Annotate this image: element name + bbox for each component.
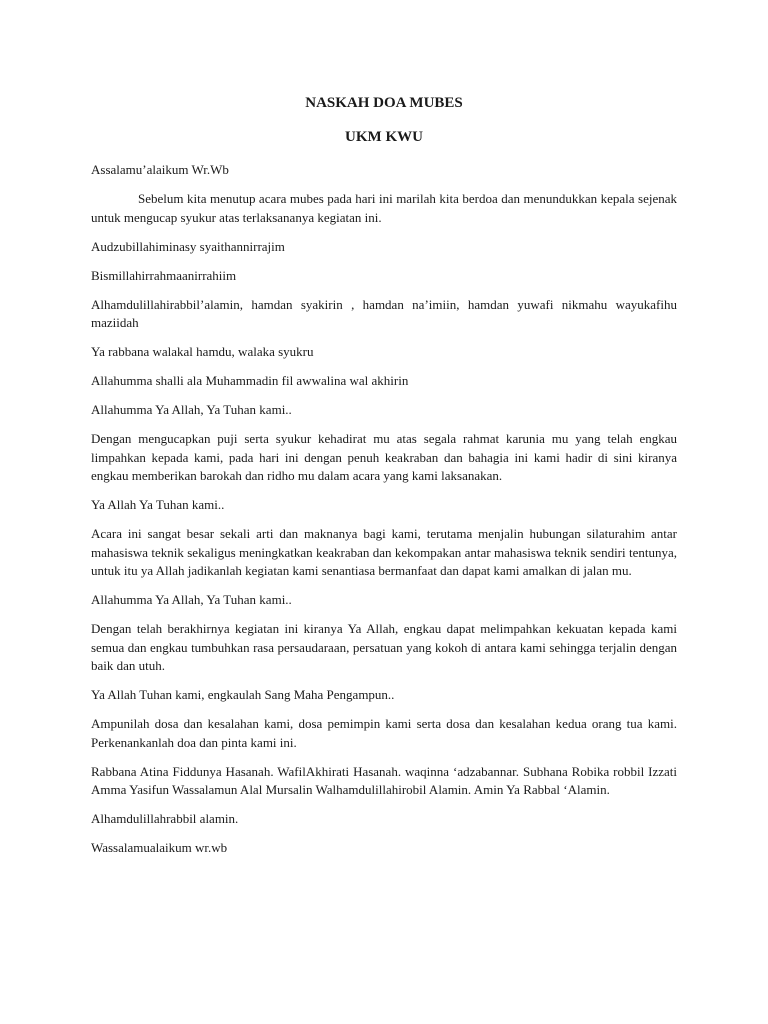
paragraph: Acara ini sangat besar sekali arti dan maknanya bagi kami, terutama menjalin hubungan silaturahim antar mahasiswa teknik sekaligus meningkatkan keakraban dan kekompakan antar mahasiswa teknik sendiri tentunya, untuk itu ya Allah jadikanlah kegiatan kami senantiasa bermanfaat dan dapat kami amalkan di jalan mu. [91, 526, 677, 578]
paragraph: Allahumma Ya Allah, Ya Tuhan kami.. [91, 402, 292, 417]
paragraph: Dengan mengucapkan puji serta syukur kehadirat mu atas segala rahmat karunia mu yang telah engkau limpahkan kepada kami, pada hari ini dengan penuh keakraban dan bahagia ini kami hadir di sini kiranya engkau memberikan barokah dan ridho mu dalam acara yang kami laksanakan. [91, 431, 677, 483]
paragraph: Allahumma Ya Allah, Ya Tuhan kami.. [91, 592, 292, 607]
paragraph: Audzubillahiminasy syaithannirrajim [91, 238, 285, 254]
document-body [91, 93, 677, 868]
document-title: NASKAH DOA MUBES [305, 95, 463, 111]
paragraph: Dengan telah berakhirnya kegiatan ini kiranya Ya Allah, engkau dapat melimpahkan kekuatan kepada kami semua dan engkau tumbuhkan rasa persaudaraan, persatuan yang kokoh di antara kami sehingga terjalin dengan baik dan utuh. [91, 621, 677, 673]
paragraph: Rabbana Atina Fiddunya Hasanah. WafilAkhirati Hasanah. waqinna ‘adzabannar. Subhana Robika robbil Izzati Amma Yasifun Wassalamun Alal Mursalin Walhamdulillahirobil Alamin. Amin Ya Rabbal ‘Alamin. [91, 763, 677, 797]
paragraph-closing: Wassalamualaikum wr.wb [91, 840, 228, 855]
paragraph: Allahumma shalli ala Muhammadin fil awwalina wal akhirin [91, 373, 409, 388]
paragraph: Alhamdulillahrabbil alamin. [91, 811, 239, 826]
paragraph-greeting: Assalamu’alaikum Wr.Wb [91, 162, 229, 177]
paragraph: Bismillahirrahmaanirrahiim [91, 267, 237, 283]
paragraph: Ya Allah Tuhan kami, engkaulah Sang Maha Pengampun.. [91, 687, 395, 702]
paragraph: Alhamdulillahirabbil’alamin, hamdan syakirin , hamdan na’imiin, hamdan yuwafi nikmahu wayukafihu maziidah [91, 296, 677, 330]
paragraph-opening: Sebelum kita menutup acara mubes pada hari ini marilah kita berdoa dan menundukkan kepala sejenak untuk mengucap syukur atas terlaksananya kegiatan ini. [91, 191, 677, 225]
paragraph: Ya rabbana walakal hamdu, walaka syukru [91, 344, 314, 359]
paragraph: Ya Allah Ya Tuhan kami.. [91, 497, 225, 512]
paragraph: Ampunilah dosa dan kesalahan kami, dosa pemimpin kami serta dosa dan kesalahan kedua orang tua kami. Perkenankanlah doa dan pinta kami ini. [91, 716, 677, 750]
document-subtitle: UKM KWU [345, 129, 423, 145]
